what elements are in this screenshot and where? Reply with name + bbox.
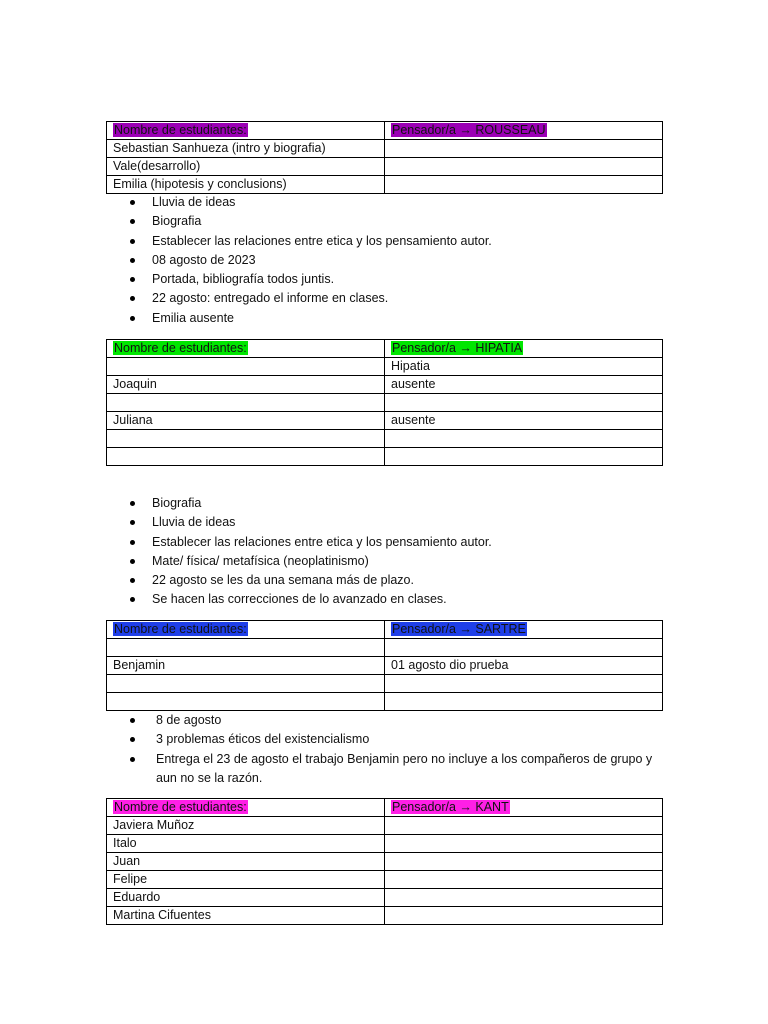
student-cell: Juan bbox=[107, 853, 385, 871]
list-item: Portada, bibliografía todos juntis. bbox=[106, 270, 662, 289]
note-cell bbox=[385, 853, 663, 871]
student-cell bbox=[107, 394, 385, 412]
list-item: 22 agosto: entregado el informe en clases. bbox=[106, 289, 662, 308]
note-cell bbox=[385, 907, 663, 925]
student-cell: Emilia (hipotesis y conclusions) bbox=[107, 176, 385, 194]
header-cell-thinker bbox=[385, 621, 663, 639]
list-item: Lluvia de ideas bbox=[106, 513, 662, 532]
list-item: 8 de agosto bbox=[106, 711, 662, 730]
header-cell-students bbox=[107, 340, 385, 358]
table-rousseau bbox=[106, 121, 663, 194]
student-cell: Eduardo bbox=[107, 889, 385, 907]
note-cell bbox=[385, 871, 663, 889]
table-row bbox=[107, 639, 663, 657]
table-row bbox=[107, 394, 663, 412]
table-row bbox=[107, 430, 663, 448]
table-row bbox=[107, 693, 663, 711]
note-cell bbox=[385, 675, 663, 693]
student-cell: Juliana bbox=[107, 412, 385, 430]
note-cell: ausente bbox=[385, 376, 663, 394]
header-cell-thinker bbox=[385, 340, 663, 358]
table-kant bbox=[106, 798, 663, 925]
list-item: Se hacen las correcciones de lo avanzado en clases. bbox=[106, 590, 662, 609]
student-cell: Felipe bbox=[107, 871, 385, 889]
list-item: 3 problemas éticos del existencialismo bbox=[106, 730, 662, 749]
student-cell: Javiera Muñoz bbox=[107, 817, 385, 835]
student-cell bbox=[107, 675, 385, 693]
highlight-thinker-label: Pensador/a → SARTRE bbox=[392, 622, 526, 636]
table-header-row bbox=[107, 621, 663, 639]
notes-list-rousseau bbox=[106, 193, 662, 328]
table-row bbox=[107, 412, 663, 430]
note-cell bbox=[385, 835, 663, 853]
table-row bbox=[107, 376, 663, 394]
note-cell bbox=[385, 889, 663, 907]
table-row bbox=[107, 448, 663, 466]
highlight-thinker-label: Pensador/a → KANT bbox=[392, 800, 509, 814]
list-item: Establecer las relaciones entre etica y los pensamiento autor. bbox=[106, 232, 662, 251]
table-row bbox=[107, 853, 663, 871]
note-cell bbox=[385, 430, 663, 448]
note-cell bbox=[385, 158, 663, 176]
note-cell bbox=[385, 448, 663, 466]
highlight-students-label: Nombre de estudiantes: bbox=[114, 341, 247, 355]
note-cell bbox=[385, 140, 663, 158]
list-item: Mate/ física/ metafísica (neoplatinismo) bbox=[106, 552, 662, 571]
table-row bbox=[107, 657, 663, 675]
table-row bbox=[107, 871, 663, 889]
note-cell: Hipatia bbox=[385, 358, 663, 376]
table-row bbox=[107, 817, 663, 835]
student-cell: Benjamin bbox=[107, 657, 385, 675]
list-item: Emilia ausente bbox=[106, 309, 662, 328]
table-hipatia bbox=[106, 339, 663, 466]
highlight-thinker-label: Pensador/a → ROUSSEAU bbox=[392, 123, 546, 137]
table-header-row bbox=[107, 340, 663, 358]
list-item: Biografia bbox=[106, 494, 662, 513]
list-item: 08 agosto de 2023 bbox=[106, 251, 662, 270]
highlight-students-label: Nombre de estudiantes: bbox=[114, 123, 247, 137]
table-header-row bbox=[107, 799, 663, 817]
table-row bbox=[107, 176, 663, 194]
header-cell-students bbox=[107, 621, 385, 639]
notes-list-sartre bbox=[106, 711, 662, 788]
note-cell bbox=[385, 394, 663, 412]
list-item: Biografia bbox=[106, 212, 662, 231]
header-cell-students bbox=[107, 799, 385, 817]
list-item: 22 agosto se les da una semana más de plazo. bbox=[106, 571, 662, 590]
note-cell bbox=[385, 639, 663, 657]
student-cell: Vale(desarrollo) bbox=[107, 158, 385, 176]
table-row bbox=[107, 675, 663, 693]
table-row bbox=[107, 140, 663, 158]
table-row bbox=[107, 835, 663, 853]
list-item: Entrega el 23 de agosto el trabajo Benjamin pero no incluye a los compañeros de grupo y aun no se la razón. bbox=[106, 750, 662, 788]
note-cell bbox=[385, 817, 663, 835]
table-header-row bbox=[107, 122, 663, 140]
header-cell-thinker bbox=[385, 122, 663, 140]
note-cell bbox=[385, 693, 663, 711]
list-item: Lluvia de ideas bbox=[106, 193, 662, 212]
highlight-students-label: Nombre de estudiantes: bbox=[114, 800, 247, 814]
student-cell: Sebastian Sanhueza (intro y biografia) bbox=[107, 140, 385, 158]
note-cell: 01 agosto dio prueba bbox=[385, 657, 663, 675]
note-cell: ausente bbox=[385, 412, 663, 430]
table-row bbox=[107, 889, 663, 907]
student-cell bbox=[107, 430, 385, 448]
highlight-thinker-label: Pensador/a → HIPATIA bbox=[392, 341, 523, 355]
table-sartre bbox=[106, 620, 663, 711]
header-cell-students bbox=[107, 122, 385, 140]
student-cell: Martina Cifuentes bbox=[107, 907, 385, 925]
highlight-students-label: Nombre de estudiantes: bbox=[114, 622, 247, 636]
table-row bbox=[107, 158, 663, 176]
notes-list-hipatia bbox=[106, 494, 662, 610]
header-cell-thinker bbox=[385, 799, 663, 817]
student-cell bbox=[107, 693, 385, 711]
table-row bbox=[107, 907, 663, 925]
student-cell bbox=[107, 358, 385, 376]
student-cell bbox=[107, 639, 385, 657]
student-cell: Joaquin bbox=[107, 376, 385, 394]
student-cell: Italo bbox=[107, 835, 385, 853]
table-row bbox=[107, 358, 663, 376]
student-cell bbox=[107, 448, 385, 466]
note-cell bbox=[385, 176, 663, 194]
list-item: Establecer las relaciones entre etica y los pensamiento autor. bbox=[106, 533, 662, 552]
